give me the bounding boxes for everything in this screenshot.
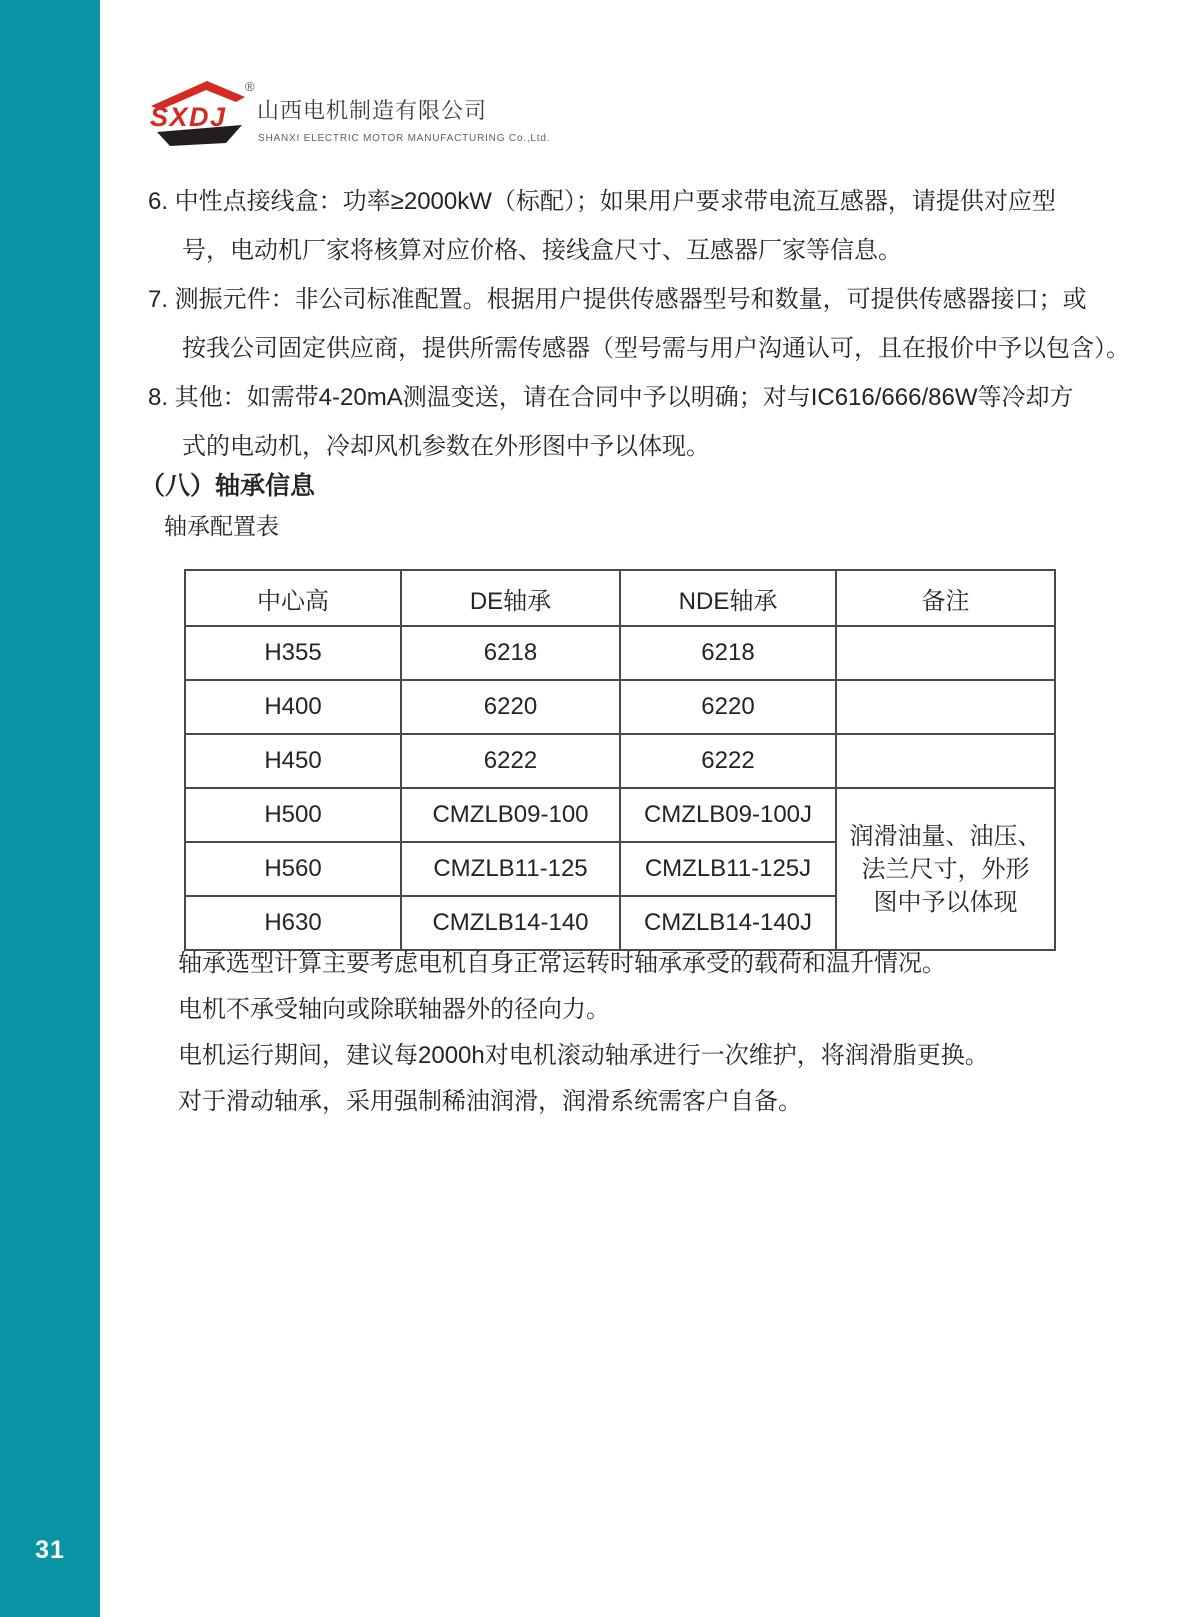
table-cell: 6220	[620, 680, 836, 734]
list-item-6-line-1: 6. 中性点接线盒：功率≥2000kW（标配）；如果用户要求带电流互感器，请提供对应型	[148, 188, 1056, 215]
company-logo	[145, 76, 260, 148]
logo-abbr: SXDJ	[150, 102, 227, 132]
company-name-cn: 山西电机制造有限公司	[257, 98, 488, 123]
remark-line: 图中予以体现	[873, 888, 1018, 916]
table-cell: CMZLB14-140	[401, 896, 620, 950]
column-header-remark: 备注	[836, 570, 1055, 626]
table-cell: 6222	[620, 734, 836, 788]
table-row	[185, 734, 1055, 788]
table-row	[185, 680, 1055, 734]
table-cell-remark-empty	[836, 734, 1055, 788]
table-caption: 轴承配置表	[164, 513, 279, 539]
section-title: （八）轴承信息	[140, 472, 316, 500]
registered-mark-icon: ®	[245, 79, 255, 94]
note-paragraph: 对于滑动轴承，采用强制稀油润滑，润滑系统需客户自备。	[178, 1088, 802, 1115]
list-item-6-line-2: 号，电动机厂家将核算对应价格、接线盒尺寸、互感器厂家等信息。	[182, 237, 902, 264]
list-item-7-line-1: 7. 测振元件：非公司标准配置。根据用户提供传感器型号和数量，可提供传感器接口；或	[148, 286, 1087, 313]
table-cell: 6218	[401, 626, 620, 680]
numbered-paragraphs	[148, 177, 1130, 471]
note-paragraph: 电机运行期间，建议每2000h对电机滚动轴承进行一次维护，将润滑脂更换。	[178, 1042, 989, 1069]
table-cell: CMZLB11-125J	[620, 842, 836, 896]
table-cell: CMZLB14-140J	[620, 896, 836, 950]
table-cell: 6218	[620, 626, 836, 680]
remark-line: 法兰尺寸，外形	[861, 855, 1030, 883]
bearing-table	[184, 569, 1056, 951]
table-cell: H355	[185, 626, 401, 680]
table-header-row	[185, 570, 1055, 626]
column-header-de-bearing: DE轴承	[401, 570, 620, 626]
sidebar-accent-bar	[0, 0, 100, 1617]
table-cell: CMZLB09-100J	[620, 788, 836, 842]
table-cell: CMZLB11-125	[401, 842, 620, 896]
table-cell-remark-merged	[836, 788, 1055, 950]
table-row	[185, 626, 1055, 680]
list-item-7-line-2: 按我公司固定供应商，提供所需传感器（型号需与用户沟通认可，且在报价中予以包含）。	[182, 335, 1130, 362]
note-paragraph: 电机不承受轴向或除联轴器外的径向力。	[178, 996, 610, 1023]
table-cell: H560	[185, 842, 401, 896]
company-name-en: SHANXI ELECTRIC MOTOR MANUFACTURING Co.,Ltd.	[258, 133, 551, 144]
bearing-table-wrapper	[184, 569, 1056, 951]
column-header-nde-bearing: NDE轴承	[620, 570, 836, 626]
page-number: 31	[35, 1536, 65, 1564]
table-cell-remark-empty	[836, 680, 1055, 734]
table-cell: H500	[185, 788, 401, 842]
table-cell: H450	[185, 734, 401, 788]
table-row	[185, 788, 1055, 842]
notes-block	[178, 941, 1138, 1125]
table-cell: H400	[185, 680, 401, 734]
column-header-center-height: 中心高	[185, 570, 401, 626]
remark-line: 润滑油量、油压、	[849, 822, 1042, 850]
note-paragraph: 轴承选型计算主要考虑电机自身正常运转时轴承承受的载荷和温升情况。	[178, 950, 946, 977]
table-cell: CMZLB09-100	[401, 788, 620, 842]
table-cell-remark-empty	[836, 626, 1055, 680]
table-cell: H630	[185, 896, 401, 950]
table-cell: 6222	[401, 734, 620, 788]
list-item-8-line-2: 式的电动机，冷却风机参数在外形图中予以体现。	[182, 433, 710, 460]
list-item-8-line-1: 8. 其他：如需带4-20mA测温变送，请在合同中予以明确；对与IC616/666/86W等冷却方	[148, 384, 1074, 411]
table-cell: 6220	[401, 680, 620, 734]
